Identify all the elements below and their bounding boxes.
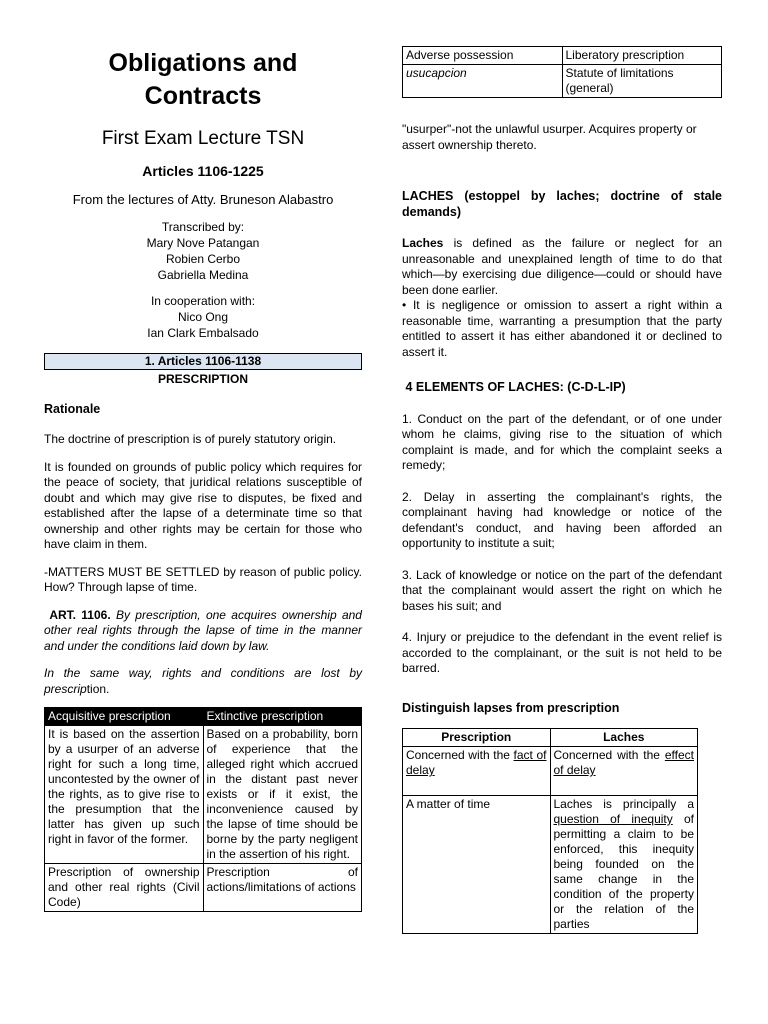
- table-row: Concerned with the fact of delay Concerned with the effect of delay: [403, 747, 698, 796]
- article-1106: ART. 1106. By prescription, one acquires ownership and other real rights through the lapse of time in the manner and under the conditions laid down by law.: [44, 607, 362, 653]
- usurper-note: "usurper"-not the unlawful usurper. Acquires property or assert ownership thereto.: [402, 122, 697, 152]
- laches-element-2: 2. Delay in asserting the complainant's rights, the complainant having had knowledge or notice of the defendant's conduct, and having been afforded an opportunity to institute a suit;: [402, 489, 722, 550]
- document-title: Obligations and Contracts: [108, 49, 298, 110]
- distinguish-table: [402, 728, 698, 934]
- articles-range: Articles 1106-1225: [142, 163, 264, 179]
- document-subtitle: First Exam Lecture TSN: [101, 128, 305, 149]
- section-header-box: 1. Articles 1106-1138: [44, 353, 362, 370]
- left-column: [44, 0, 362, 912]
- laches-bullet: • It is negligence or omission to assert a right within a reasonable time, warranting a presumption that the party entitled to assert it has either abandoned it or declined to assert it.: [402, 298, 722, 359]
- rationale-paragraph-3: -MATTERS MUST BE SETTLED by reason of public policy. How? Through lapse of time.: [44, 564, 362, 594]
- cooperators-block: In cooperation with: Nico Ong Ian Clark Embalsado: [147, 294, 259, 340]
- table-row: usucapcion Statute of limitations (general): [403, 65, 722, 98]
- section-subheading: PRESCRIPTION: [157, 372, 248, 386]
- laches-element-1: 1. Conduct on the part of the defendant, or of one under whom he claims, giving rise to the situation of which complaint is made, and for which the complaint seeks a remedy;: [402, 411, 722, 472]
- prescription-types-table: [44, 707, 362, 912]
- laches-definition: Laches is defined as the failure or neglect for an unreasonable and unexplained length of time to do that which—by exercising due diligence—could or should have been done earlier.: [402, 236, 722, 297]
- table-row: It is based on the assertion by a usurper of an adverse right for such a long time, uncontested by the owner of the rights, as to give rise to the presumption that the latter has given up such right in favor of the former. Based on a probability, born of experience that the alleged right which accrued in the distant past never exists or if it exist, the inconvenience caused by the lapse of time should be borne by the party negligent in the assertion of his right.: [45, 726, 362, 864]
- lecturer-line: From the lectures of Atty. Bruneson Alabastro: [72, 192, 334, 207]
- laches-elements-heading: 4 ELEMENTS OF LACHES: (C-D-L-IP): [405, 380, 626, 394]
- laches-heading: LACHES (estoppel by laches; doctrine of stale demands): [402, 189, 722, 219]
- laches-element-4: 4. Injury or prejudice to the defendant in the event relief is accorded to the complainant, or the suit is not held to be barred.: [402, 630, 722, 675]
- table-row: A matter of time Laches is principally a question of inequity of permitting a claim to be enforced, this inequity being founded on the same change in the condition of the property or the relation of the parties: [403, 796, 698, 934]
- right-column: [402, 0, 722, 934]
- laches-element-3: 3. Lack of knowledge or notice on the part of the defendant that the complainant would assert the right on which he bases his suit; and: [402, 567, 722, 613]
- transcribers-block: Transcribed by: Mary Nove Patangan Robien Cerbo Gabriella Medina: [146, 220, 260, 282]
- table-row: Prescription of ownership and other real rights (Civil Code) Prescription of actions/limitations of actions: [45, 864, 362, 912]
- table-header-row: Acquisitive prescription Extinctive prescription: [45, 708, 362, 726]
- rationale-paragraph-2: It is founded on grounds of public policy which requires for the peace of society, that juridical relations susceptible of doubt and which may give rise to disputes, be fixed and established after the lapse of a determinate time so that ownership and other rights may be certain for those who have claim in them.: [44, 459, 362, 551]
- rationale-heading: Rationale: [44, 402, 101, 416]
- same-way-paragraph: In the same way, rights and conditions are lost by prescription.: [44, 666, 362, 696]
- table-header-row: Prescription Laches: [403, 729, 698, 747]
- rationale-paragraph-1: The doctrine of prescription is of purely statutory origin.: [44, 432, 337, 446]
- table-row: Adverse possession Liberatory prescription: [403, 47, 722, 65]
- distinguish-heading: Distinguish lapses from prescription: [402, 700, 620, 715]
- possession-table: [402, 46, 722, 98]
